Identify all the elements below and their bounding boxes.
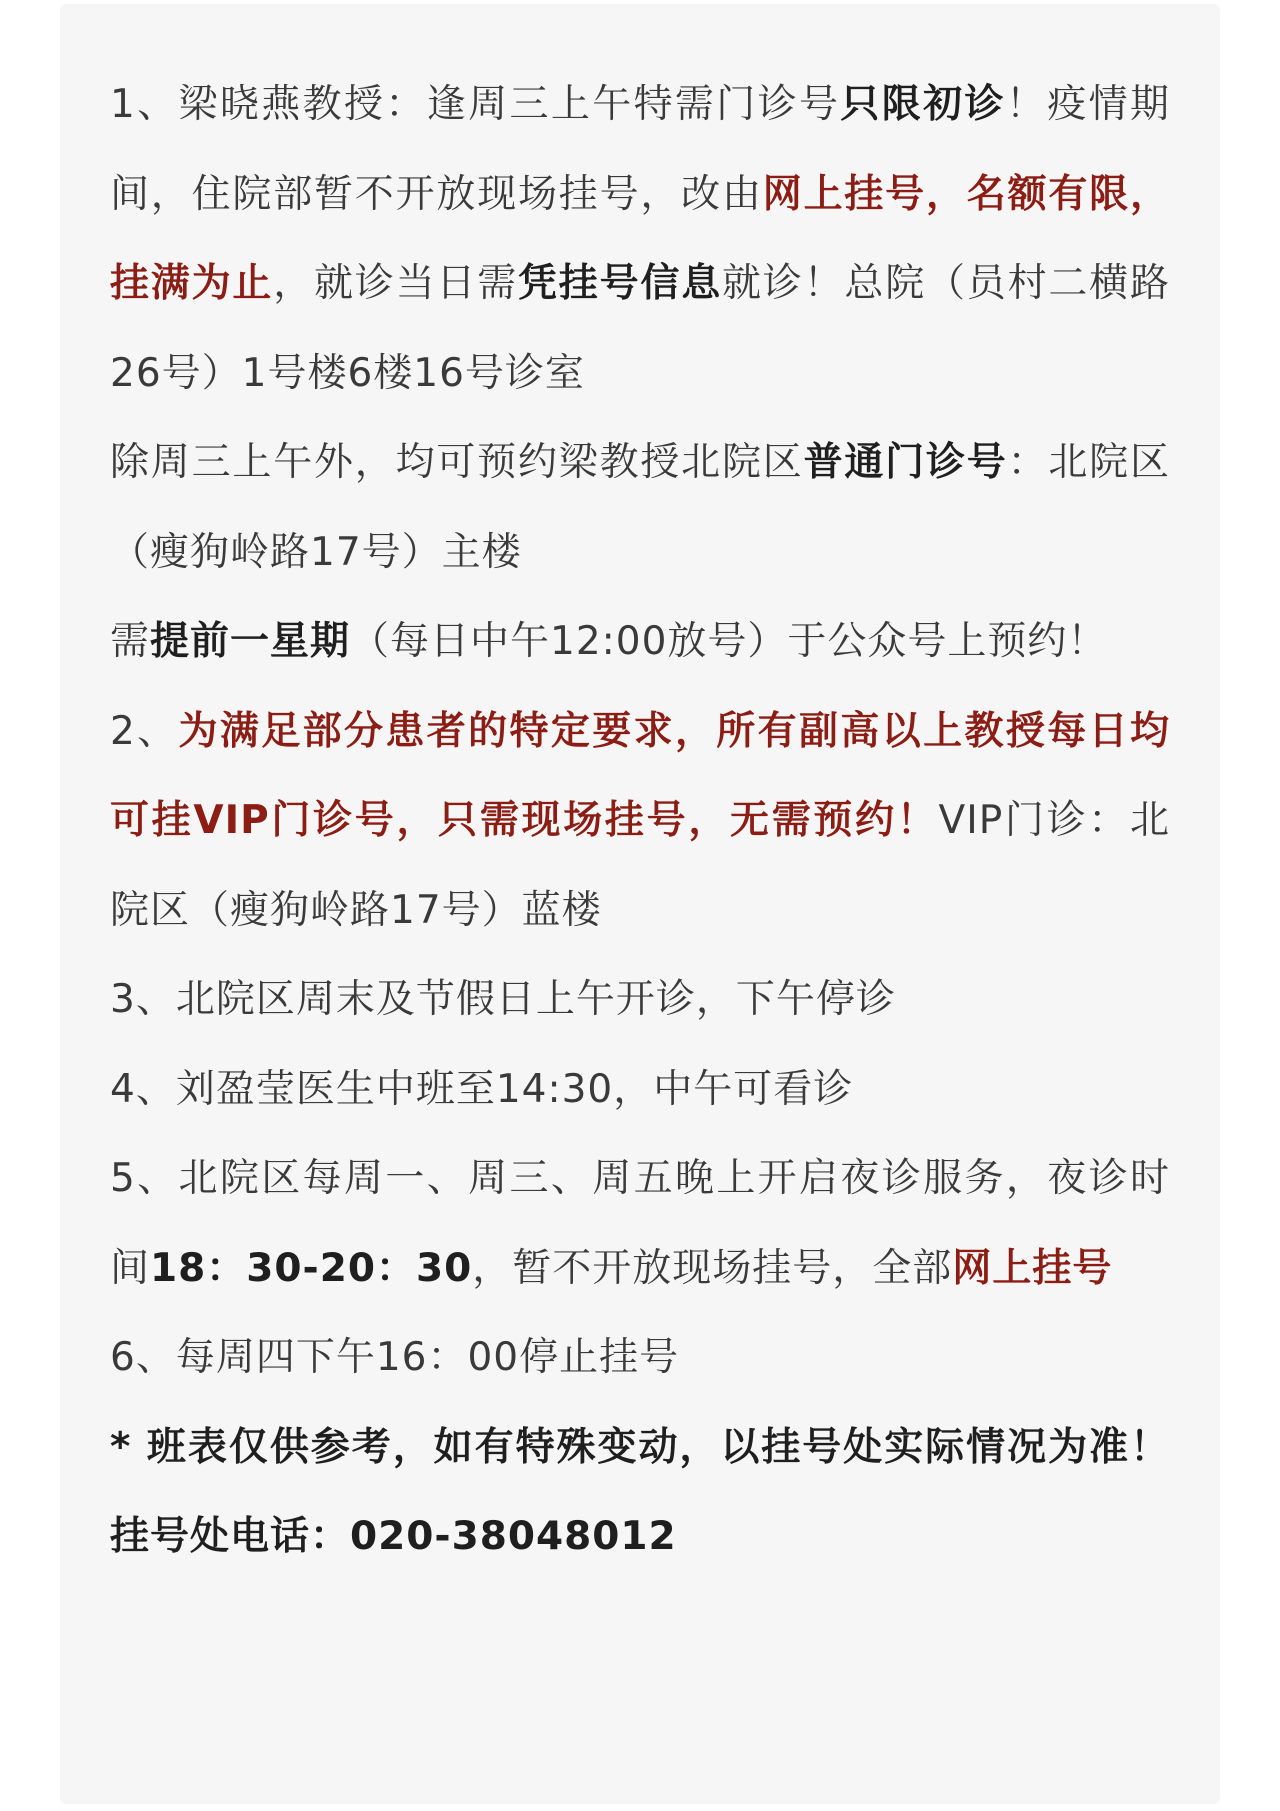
notice-text: 除周三上午外，均可预约梁教授北院区 xyxy=(110,440,804,485)
notice-text: 5、北院区每周一、周三、周五晚上开启夜诊服务，夜诊时间 xyxy=(110,1156,1170,1291)
notice-item-4 xyxy=(110,1045,1170,1135)
notice-card xyxy=(60,4,1220,1804)
notice-text: 3、北院区周末及节假日上午开诊，下午停诊 xyxy=(110,977,896,1022)
notice-text-highlight: 网上挂号，名额有限，挂满为止 xyxy=(110,171,1170,306)
notice-text: ：北院区（瘦狗岭路17号）主楼 xyxy=(110,440,1170,575)
notice-item-5 xyxy=(110,1134,1170,1313)
notice-text: 需 xyxy=(110,619,151,664)
notice-text: （每日中午12:00放号）于公众号上预约！ xyxy=(350,619,1108,664)
notice-text-bold: 只限初诊 xyxy=(840,82,1006,127)
notice-text-bold: 普通门诊号 xyxy=(803,440,1008,485)
notice-text-bold: 提前一星期 xyxy=(150,619,351,664)
notice-item-1 xyxy=(110,60,1170,418)
notice-content xyxy=(110,60,1170,1582)
notice-text: ，就诊当日需 xyxy=(273,261,518,306)
notice-item-2 xyxy=(110,687,1170,956)
notice-text: 2、 xyxy=(110,708,179,754)
notice-text: ，暂不开放现场挂号，全部 xyxy=(472,1245,953,1291)
notice-text: ！疫情期间，住院部暂不开放现场挂号，改由 xyxy=(110,82,1170,217)
notice-text-bold: 18：30-20：30 xyxy=(150,1245,473,1291)
notice-item-3 xyxy=(110,955,1170,1045)
notice-item-1-booking xyxy=(110,597,1170,687)
notice-item-1-normal-clinic xyxy=(110,418,1170,597)
disclaimer-text: * 班表仅供参考，如有特殊变动，以挂号处实际情况为准！挂号处电话：020-38048012 xyxy=(110,1424,1170,1559)
notice-text: 4、刘盈莹医生中班至14:30，中午可看诊 xyxy=(110,1066,854,1112)
notice-text-highlight: 为满足部分患者的特定要求，所有副高以上教授每日均可挂VIP门诊号，只需现场挂号，无需预约！ xyxy=(110,708,1170,843)
disclaimer-note xyxy=(110,1403,1170,1582)
notice-text: 6、每周四下午16：00停止挂号 xyxy=(110,1335,680,1380)
notice-item-6 xyxy=(110,1313,1170,1403)
notice-text-highlight: 网上挂号 xyxy=(952,1245,1113,1291)
notice-text: 就诊！总院（员村二横路26号）1号楼6楼16号诊室 xyxy=(110,261,1170,396)
notice-text: VIP门诊：北院区（瘦狗岭路17号）蓝楼 xyxy=(110,798,1171,933)
notice-text: 1、梁晓燕教授：逢周三上午特需门诊号 xyxy=(110,82,841,127)
notice-text-bold: 凭挂号信息 xyxy=(518,261,722,306)
